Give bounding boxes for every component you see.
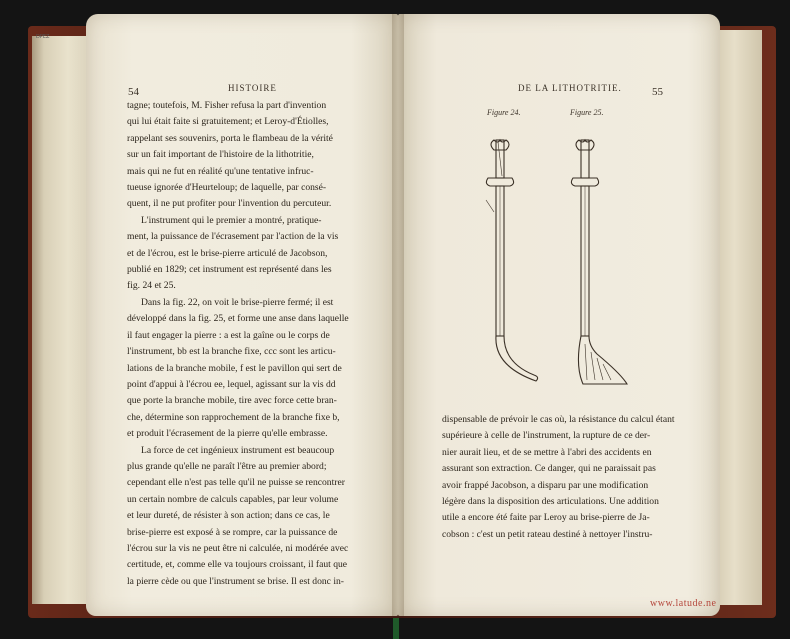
- left-page-text: [127, 98, 359, 590]
- figure-25-caption: Figure 25.: [570, 108, 604, 117]
- right-page-number: 55: [652, 86, 663, 98]
- text-line: ment, la puissance de l'écrasement par l'action de la vis: [127, 231, 339, 243]
- text-line: nier aurait lieu, et de se mettre à l'abri des accidents en: [442, 446, 652, 458]
- bookmark-ribbon: [393, 618, 399, 639]
- text-line: brise-pierre est exposé à se rompre, car la puissance de: [127, 526, 338, 538]
- text-line: cobson : c'est un petit rateau destiné à nettoyer l'instru-: [442, 528, 653, 540]
- text-line: sur un fait important de l'histoire de la lithotritie,: [127, 149, 314, 161]
- text-line: assurant son extraction. Ce danger, qui ne paraissait pas: [442, 463, 656, 475]
- text-line: utile a encore été faite par Leroy au brise-pierre de Ja-: [442, 512, 650, 524]
- right-running-head: DE LA LITHOTRITIE.: [518, 83, 622, 93]
- text-line: che, détermine son rapprochement de la branche fixe b,: [127, 411, 340, 423]
- right-page-stack: [716, 30, 762, 605]
- text-line: Dans la fig. 22, on voit le brise-pierre fermé; il est: [141, 296, 334, 308]
- text-line: tagne; toutefois, M. Fisher refusa la part d'invention: [127, 100, 327, 111]
- spine-tab: DPEZ: [36, 34, 50, 40]
- text-line: fig. 24 et 25.: [127, 280, 176, 292]
- text-line: quent, il ne put profiter pour l'invention du percuteur.: [127, 198, 332, 210]
- text-line: publié en 1829; cet instrument est représenté dans les: [127, 264, 332, 276]
- text-line: et produit l'écrasement de la pierre qu'elle embrasse.: [127, 428, 328, 440]
- figure-25-drawing: [571, 140, 627, 384]
- text-line: que porte la branche mobile, tire avec force cette bran-: [127, 395, 337, 407]
- text-line: développé dans la fig. 25, et forme une anse dans laquelle: [127, 313, 349, 325]
- text-line: avoir frappé Jacobson, a disparu par une modification: [442, 479, 649, 491]
- text-line: La force de cet ingénieux instrument est beaucoup: [141, 444, 335, 456]
- text-line: l'instrument, bb est la branche fixe, ccc sont les articu-: [127, 346, 336, 358]
- left-page-number: 54: [128, 86, 139, 98]
- text-line: rappelant ses souvenirs, porta le flambeau de la vérité: [127, 132, 333, 144]
- text-line: qui lui était faite si gratuitement; et Leroy-d'Étiolles,: [127, 116, 329, 128]
- lithotrite-illustrations: [470, 130, 640, 390]
- text-line: point d'appui à l'écrou ee, lequel, agissant sur la vis dd: [127, 378, 336, 390]
- text-line: et de l'écrou, est le brise-pierre articulé de Jacobson,: [127, 247, 328, 259]
- text-line: lations de la branche mobile, f est le pavillon qui sert de: [127, 362, 342, 374]
- text-line: certitude, et, comme elle va toujours croissant, il faut que: [127, 559, 348, 571]
- text-line: supérieure à celle de l'instrument, la rupture de ce der-: [442, 430, 651, 442]
- figure-24-drawing: [486, 140, 538, 381]
- text-line: dispensable de prévoir le cas où, la résistance du calcul étant: [442, 414, 675, 425]
- text-line: un certain nombre de calculs capables, par leur volume: [127, 493, 339, 505]
- left-page-stack: [32, 36, 92, 604]
- text-line: la pierre cède ou que l'instrument se brise. Il est donc in-: [127, 575, 344, 587]
- right-page-text: [442, 412, 710, 543]
- text-line: cependant elle n'est pas telle qu'il ne puisse se rencontrer: [127, 477, 345, 489]
- left-running-head: HISTOIRE: [228, 83, 277, 93]
- text-line: L'instrument qui le premier a montré, pratique-: [141, 214, 322, 226]
- text-line: il faut engager la pierre : a est la gaîne ou le corps de: [127, 329, 330, 341]
- text-line: mais qui ne fut en réalité qu'une tentative infruc-: [127, 165, 314, 177]
- figure-24-caption: Figure 24.: [487, 108, 521, 117]
- text-line: l'écrou sur la vis ne peut être ni calculée, ni modérée avec: [127, 542, 349, 554]
- text-line: légère dans la disposition des articulations. Une addition: [442, 496, 659, 508]
- text-line: plus grande qu'elle ne paraît l'être au premier abord;: [127, 460, 327, 472]
- text-line: tueuse ignorée d'Heurteloup; de laquelle, par consé-: [127, 182, 327, 194]
- book-gutter: [392, 14, 404, 616]
- text-line: et leur dureté, de résister à son action; dans ce cas, le: [127, 510, 330, 522]
- watermark: www.latude.ne: [650, 598, 717, 609]
